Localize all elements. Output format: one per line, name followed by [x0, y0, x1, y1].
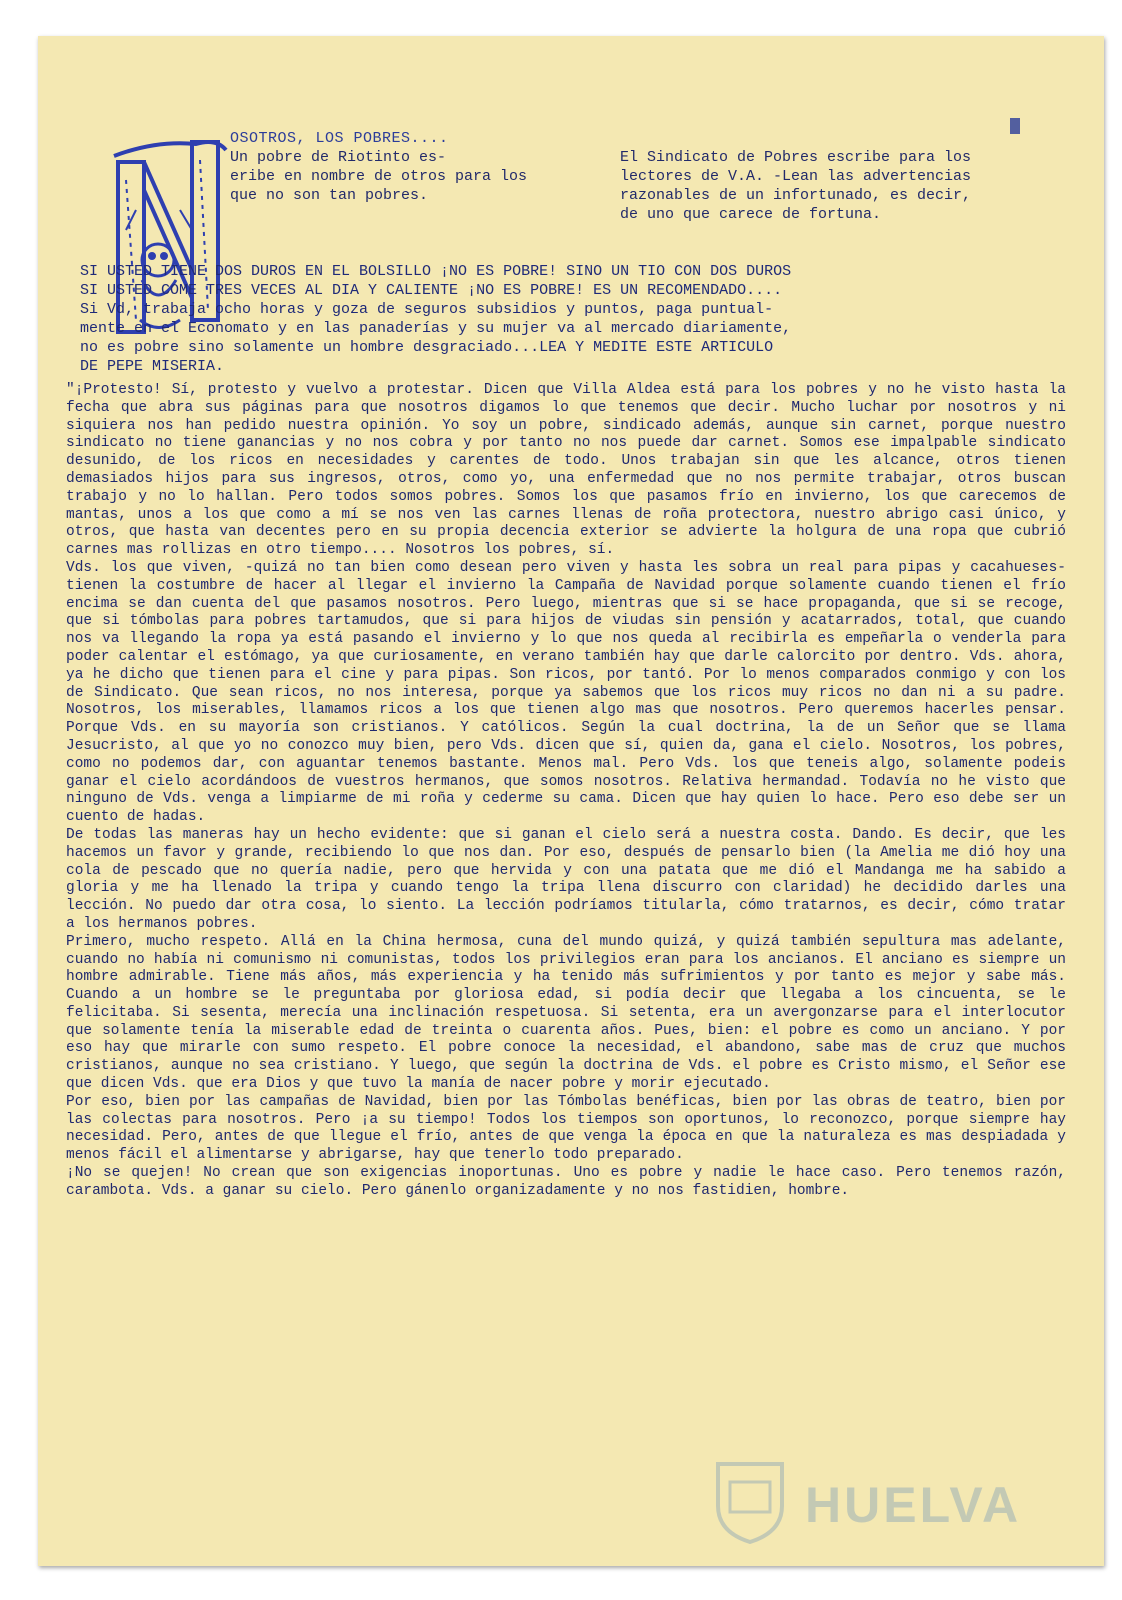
article-title: OSOTROS, LOS POBRES....: [230, 130, 449, 147]
intro-line: SI USTED TIENE DOS DUROS EN EL BOLSILLO ¡NO ES POBRE! SINO UN TIO CON DOS DUROS: [80, 263, 792, 280]
body-paragraph: "¡Protesto! Sí, protesto y vuelvo a protestar. Dicen que Villa Aldea está para los pobres y no he visto hasta la fecha que abra sus páginas para que nosotros digamos lo que tenemos que decir. Mucho luchar por nosotros y ni siquiera nos han pedido nuestra opinión. Yo soy un pobre, sindicado además, aunque sin carnet, porque nuestro sindicato no tiene ganancias y no nos cobra y por tanto no nos puede dar carnet. Somos ese impalpable sindicato desunido, de los ricos en necesidades y carentes de todo. Unos trabajan sin que les alcance, otros tienen demasiados hijos para sus ingresos, otros, como yo, una enfermedad que no nos permite trabajar, otros buscan trabajo y no lo hallan. Pero todos somos pobres. Somos los que pasamos frío en invierno, los que carecemos de mantas, unos a los que como a mí se nos ven las carnes llenas de roña protectora, nuestro abrigo casi único, y otros, que hasta van decentes pero en su propia decencia exterior se advierte la holgura de una ropa que cubrió carnes mas rollizas en otro tiempo.... Nosotros los pobres, sí.: [66, 382, 1066, 559]
shield-icon: [710, 1458, 790, 1544]
body-paragraph: ¡No se quejen! No crean que son exigencias inoportunas. Uno es pobre y nadie le hace caso. Pero tenemos razón, carambota. Vds. a ganar su cielo. Pero gánenlo organizadamente y no nos fastidien, hombre.: [66, 1165, 1066, 1199]
intro-line: mente en el Economato y en las panaderías y su mujer va al mercado diariamente,: [80, 320, 792, 337]
body-paragraph: Vds. los que viven, -quizá no tan bien como desean pero viven y hasta les sobra un real para pipas y cacahueses- tienen la costumbre de hacer al llegar el invierno la Campaña de Navidad porque solamente cuando tienen el frío encima se dan cuenta del que pasamos nosotros. Pero luego, mientras que si se hace propaganda, que si se recoge, que si tómbolas para pobres tartamudos, que si para hijos de viudas sin pensión y acatarrados, total, que cuando nos va llegando la ropa ya está pasando el invierno y lo que nos queda al recibirla es empeñarla o venderla para poder calentar el estómago, ya que curiosamente, en verano también hay que darle calorcito por dentro. Vds. ahora, ya he dicho que tienen para el cine y para pipas. Son ricos, por tantó. Por lo menos comparados conmigo y con los de Sindicato. Que sean ricos, no nos interesa, porque ya sabemos que los ricos muy ricos no dan ni a su padre. Nosotros, los miserables, llamamos ricos a los que tienen algo mas que nosotros. Pero queremos hacerles pensar. Porque Vds. en su mayoría son cristianos. Y católicos. Según la cual doctrina, la de un Señor que se llama Jesucristo, al que yo no conozco muy bien, pero Vds. dicen que sí, quien da, gana el cielo. Nosotros, los pobres, como no podemos dar, con aguantar tenemos bastante. Menos mal. Pero Vds. los que teneis algo, solamente podeis ganar el cielo acordándoos de vuestros hermanos, que somos nosotros. Relativa hermandad. Todavía no he visto que ninguno de Vds. venga a limpiarme de mi roña y cederme su cama. Dicen que hay quien lo hace. Pero eso debe ser un cuento de hadas.: [66, 559, 1066, 826]
archive-watermark: [710, 1458, 1070, 1544]
ink-mark: [1010, 118, 1020, 134]
intro-line: DE PEPE MISERIA.: [80, 358, 225, 375]
intro-line: Si Vd, trabaja ocho horas y goza de seguros subsidios y puntos, paga puntual-: [80, 301, 774, 318]
watermark-text: HUELVA: [805, 1477, 1022, 1533]
body-paragraph: De todas las maneras hay un hecho evidente: que si ganan el cielo será a nuestra costa. Dando. Es decir, que les hacemos un favor y grande, recibiendo lo que nos dan. Por eso, después de pensarlo bien (la Amelia me dió hoy una cola de pescado que no quería nadie, pero que hervida y con una patata que me dió el Mandanga me ha sabido a gloria y me ha llenado la tripa y cuando tengo la tripa llena discurro con claridad) he decidido darles una lección. No puedo dar otra cosa, lo siento. La lección podríamos titularla, cómo tratarnos, es decir, cómo tratar a los hermanos pobres.: [66, 826, 1066, 932]
intro-line: SI USTED COME TRES VECES AL DIA Y CALIENTE ¡NO ES POBRE! ES UN RECOMENDADO....: [80, 282, 783, 299]
intro-line: no es pobre sino solamente un hombre desgraciado...LEA Y MEDITE ESTE ARTICULO: [80, 339, 774, 356]
intro-block: [80, 262, 1090, 376]
subtitle-right: El Sindicato de Pobres escribe para los lectores de V.A. -Lean las advertencias razonables de un infortunado, es decir, de uno que carece de fortuna.: [620, 149, 972, 223]
subtitle-left: Un pobre de Riotinto es- eribe en nombre de otros para los que no son tan pobres.: [230, 149, 528, 204]
body-paragraph: Primero, mucho respeto. Allá en la China hermosa, cuna del mundo quizá, y quizá también sepultura mas adelante, cuando no había ni comunismo ni comunistas, todos los privilegios eran para los ancianos. El anciano es siempre un hombre admirable. Tiene más años, más experiencia y ha tenido más sufrimientos y por tanto es mejor y sabe más. Cuando a un hombre se le preguntaba por gloriosa edad, si podía decir que llegaba a los cincuenta, se le felicitaba. Si sesenta, merecía una inclinación respetuosa. Si setenta, era un avergonzarse para el interlocutor que solamente tenía la miserable edad de treinta o cuarenta años. Pues, bien: el pobre es como un anciano. Y por eso hay que mirarle con sumo respeto. El pobre conoce la necesidad, el abandono, sabe mas de cruz que muchos cristianos, aunque no sea cristiano. Y luego, que según la doctrina de Vds. el pobre es Cristo mismo, el Señor ese que dicen Vds. que era Dios y que tuvo la manía de nacer pobre y morir ejecutado.: [66, 933, 1066, 1093]
body-paragraph: Por eso, bien por las campañas de Navidad, bien por las Tómbolas benéficas, bien por las obras de teatro, bien por las colectas para nosotros. Pero ¡a su tiempo! Todos los tiempos son oportunos, lo reconozco, porque siempre hay necesidad. Pero, antes de que llegue el frío, antes de que venga la época en que la naturaleza es mas despiadada y menos fácil el alimentarse y abrigarse, hay que tenerlo todo preparado.: [66, 1093, 1066, 1164]
article-body: [66, 382, 1066, 1201]
